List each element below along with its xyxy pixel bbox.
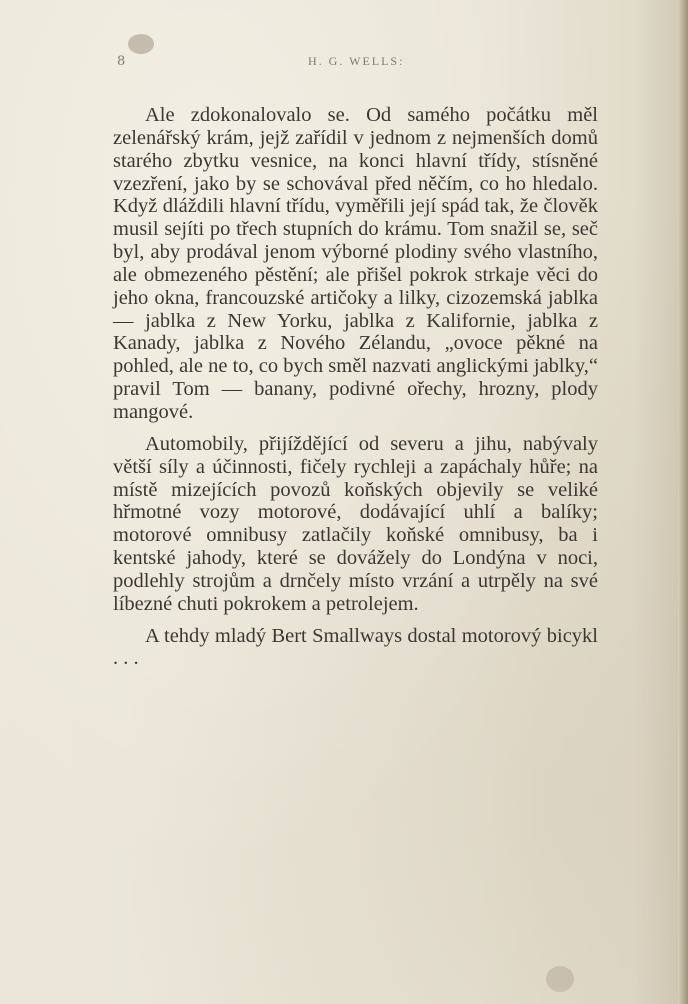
paragraph: Ale zdokonalovalo se. Od samého počátku měl zelenářský krám, jejž zařídil v jednom z nejmenších domů starého zbytku vesnice, na konci hlavní třídy, stísněné vzezření, jako by se schovával před něčím, co ho hledalo. Když dláždili hlavní třídu, vyměřili její spád tak, že člověk musil sejíti po třech stupních do krámu. Tom snažil se, seč byl, aby prodával jenom výborné plodiny svého vlastního, ale obmezeného pěstění; ale přišel pokrok strkaje věci do jeho okna, francouzské artičoky a lilky, cizozemská jablka — jablka z New Yorku, jablka z Kalifornie, jablka z Kanady, jablka z Nového Zélandu, „ovoce pěkné na pohled, ale ne to, co bych směl nazvati anglickými jablky,“ pravil Tom — banany, podivné ořechy, hrozny, plody mangové. — [113, 104, 598, 423]
paragraph: Automobily, přijíždějící od severu a jihu, nabývaly větší síly a účinnosti, fičely rychleji a zapáchaly hůře; na místě mizejících povozů koňských objevily se veliké hřmotné vozy motorové, dodávající uhlí a balíky; motorové omnibusy zatlačily koňské omnibusy, ba i kentské jahody, které se dovážely do Londýna v noci, podlehly strojům a drnčely místo vrzání a utrpěly na své líbezné chuti pokrokem a petrolejem. — [113, 432, 598, 615]
page-header — [0, 52, 688, 74]
paragraph: A tehdy mladý Bert Smallways dostal motorový bicykl . . . — [113, 624, 598, 670]
ink-stain — [128, 34, 154, 54]
body-text — [113, 104, 598, 670]
page-number: 8 — [117, 54, 127, 69]
ink-stain — [546, 966, 574, 992]
running-head: H. G. WELLS: — [308, 54, 405, 68]
page-edge — [678, 0, 688, 1004]
